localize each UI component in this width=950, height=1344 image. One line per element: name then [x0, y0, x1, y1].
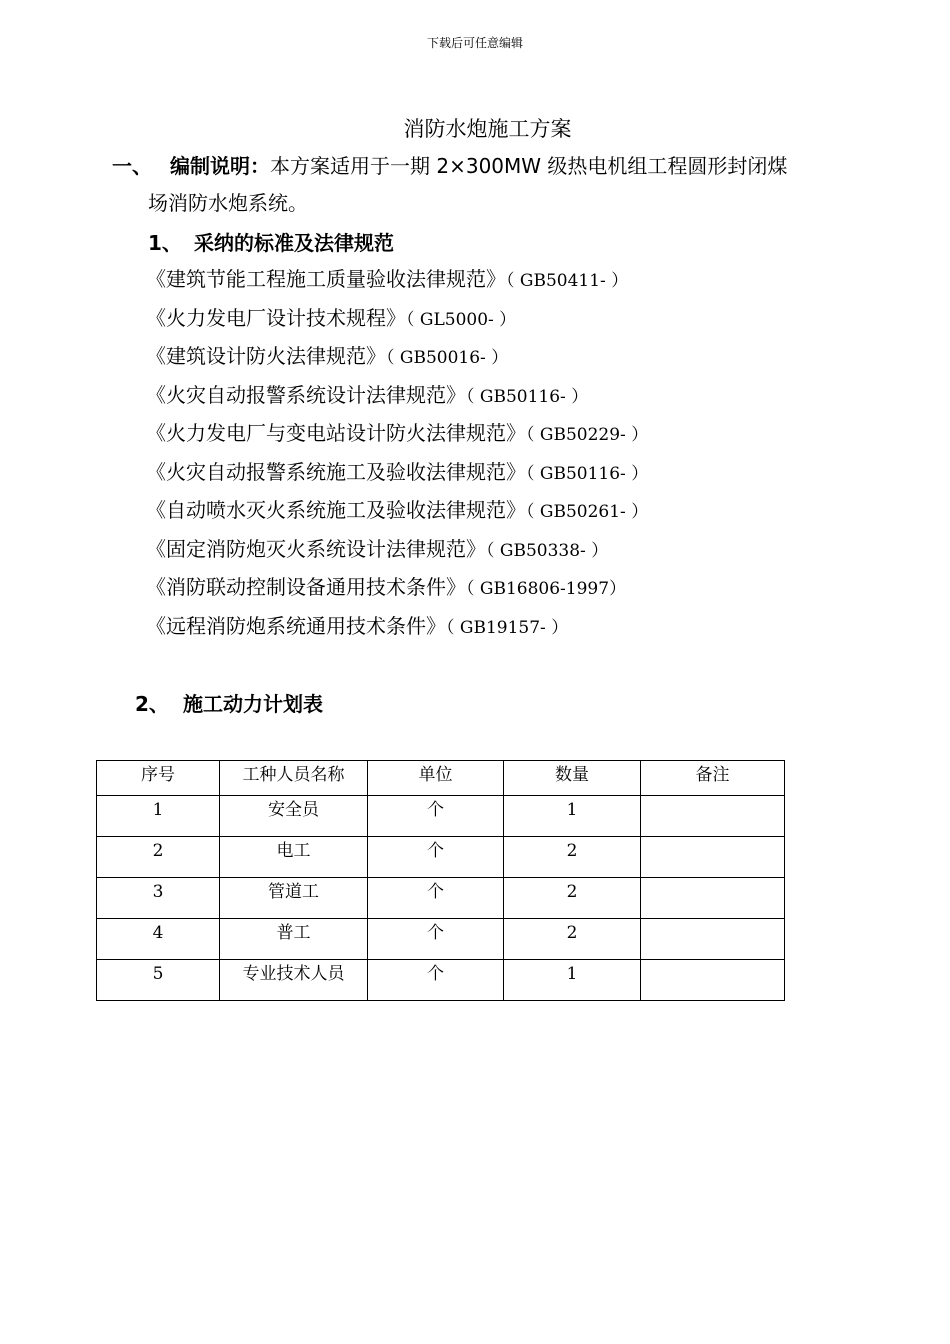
list-item — [146, 305, 648, 344]
cell-unit: 个 — [368, 919, 504, 960]
standard-name: 《火力发电厂设计技术规程》 — [146, 305, 406, 330]
section-text-line1: 本方案适用于一期 2×300MW 级热电机组工程圆形封闭煤 — [270, 154, 788, 178]
cell-serial: 2 — [97, 837, 220, 878]
table-row — [97, 837, 785, 878]
standard-code: （ GL5000- ） — [406, 309, 517, 330]
list-item — [146, 266, 648, 305]
standards-list — [146, 266, 648, 651]
standard-code: （ GB50116- ） — [466, 386, 589, 407]
table-row — [97, 878, 785, 919]
column-header-remarks: 备注 — [641, 761, 785, 796]
document-title: 消防水炮施工方案 — [403, 117, 572, 141]
table-row — [97, 960, 785, 1001]
standard-code: （ GB16806-1997） — [466, 579, 627, 599]
standard-name: 《固定消防炮灭火系统设计法律规范》 — [146, 536, 486, 561]
section-number: 一、 — [112, 154, 152, 178]
table-header-row — [97, 761, 785, 796]
cell-unit: 个 — [368, 796, 504, 837]
subsection-title: 采纳的标准及法律规范 — [194, 231, 394, 255]
cell-quantity: 1 — [504, 960, 641, 1001]
section-text-line2: 场消防水炮系统。 — [148, 191, 308, 215]
standard-code: （ GB50411- ） — [506, 271, 629, 291]
list-item — [146, 497, 648, 536]
standard-code: （ GB50016- ） — [386, 348, 509, 368]
table-row — [97, 919, 785, 960]
subsection-title: 施工动力计划表 — [183, 692, 323, 716]
list-item — [146, 536, 648, 575]
standard-code: （ GB19157- ） — [446, 617, 569, 638]
standard-code: （ GB50229- ） — [526, 425, 649, 445]
cell-remarks — [641, 878, 785, 919]
cell-serial: 5 — [97, 960, 220, 1001]
cell-remarks — [641, 796, 785, 837]
column-header-job-name: 工种人员名称 — [220, 761, 368, 796]
list-item — [146, 574, 648, 613]
standard-name: 《火力发电厂与变电站设计防火法律规范》 — [146, 421, 526, 445]
cell-serial: 1 — [97, 796, 220, 837]
cell-job-name: 专业技术人员 — [220, 960, 368, 1001]
list-item — [146, 382, 648, 421]
cell-serial: 4 — [97, 919, 220, 960]
section-editing-notes — [112, 152, 872, 217]
section-lead: 编制说明： — [170, 154, 270, 178]
page-header-note: 下载后可任意编辑 — [426, 36, 523, 50]
cell-job-name: 电工 — [220, 837, 368, 878]
labor-plan-table — [96, 760, 785, 1001]
table-row — [97, 796, 785, 837]
cell-quantity: 2 — [504, 878, 641, 919]
cell-unit: 个 — [368, 837, 504, 878]
standard-name: 《消防联动控制设备通用技术条件》 — [146, 575, 466, 599]
column-header-unit: 单位 — [368, 761, 504, 796]
standard-name: 《自动喷水灭火系统施工及验收法律规范》 — [146, 498, 526, 522]
column-header-serial: 序号 — [97, 761, 220, 796]
cell-unit: 个 — [368, 960, 504, 1001]
standard-code: （ GB50338- ） — [486, 540, 609, 561]
cell-quantity: 2 — [504, 837, 641, 878]
cell-remarks — [641, 960, 785, 1001]
cell-job-name: 管道工 — [220, 878, 368, 919]
standard-code: （ GB50116- ） — [526, 463, 649, 484]
subsection-index: 1、 — [148, 231, 182, 255]
cell-quantity: 2 — [504, 919, 641, 960]
standard-code: （ GB50261- ） — [526, 502, 649, 522]
standard-name: 《火灾自动报警系统施工及验收法律规范》 — [146, 459, 526, 484]
cell-quantity: 1 — [504, 796, 641, 837]
list-item — [146, 459, 648, 498]
list-item — [146, 420, 648, 459]
cell-remarks — [641, 919, 785, 960]
standard-name: 《远程消防炮系统通用技术条件》 — [146, 613, 446, 638]
standard-name: 《建筑节能工程施工质量验收法律规范》 — [146, 267, 506, 291]
standard-name: 《火灾自动报警系统设计法律规范》 — [146, 382, 466, 407]
list-item — [146, 343, 648, 382]
cell-unit: 个 — [368, 878, 504, 919]
subsection-index: 2、 — [135, 692, 169, 716]
standard-name: 《建筑设计防火法律规范》 — [146, 344, 386, 368]
subsection-standards-heading — [148, 230, 394, 256]
cell-serial: 3 — [97, 878, 220, 919]
cell-job-name: 普工 — [220, 919, 368, 960]
cell-remarks — [641, 837, 785, 878]
column-header-quantity: 数量 — [504, 761, 641, 796]
list-item — [146, 613, 648, 652]
cell-job-name: 安全员 — [220, 796, 368, 837]
subsection-labor-plan-heading — [135, 691, 323, 717]
